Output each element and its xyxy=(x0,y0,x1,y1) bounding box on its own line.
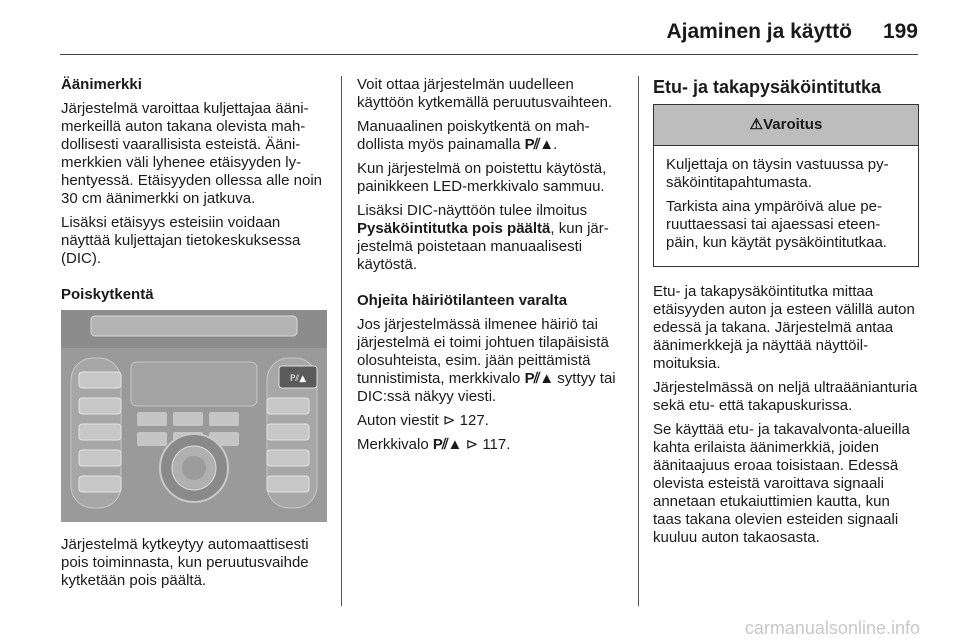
page-number: 199 xyxy=(882,20,918,43)
parking-sensor-icon: P⫽▲ xyxy=(432,436,462,453)
column-divider-1 xyxy=(341,76,342,606)
ref-messages: Auton viestit ⊳ 127. xyxy=(357,412,489,429)
para-measure: Etu- ja takapysäköintitutka mittaa etäisyyden auton ja esteen välillä auton edessä ja takana. Järjestelmä antaa äänimerkkejä ja näyttää näyttöilmoituksia. xyxy=(653,283,915,372)
warning-triangle-icon: ⚠ xyxy=(749,116,764,133)
header-rule xyxy=(60,54,918,55)
para-fault: Jos järjestelmässä ilmenee häiriö tai järjestelmä ei toimi johtuen tilapäisistä olosuhteista, esim. jään peittämistä tunnistimista, merkkivalo P⫽▲ syttyy tai DIC:ssä näkyy viesti. xyxy=(357,316,616,405)
park-button-label: P⫽▲ xyxy=(289,374,307,384)
para-sensors: Järjestelmässä on neljä ultraäänianturia sekä etu- että takapuskurissa. xyxy=(653,379,918,414)
column-1 xyxy=(61,76,327,596)
heading-fault: Ohjeita häiriötilanteen varalta xyxy=(357,292,568,309)
watermark: carmanualsonline.info xyxy=(744,618,920,638)
column-divider-2 xyxy=(638,76,639,606)
column-3 xyxy=(653,76,919,553)
para-led: Kun järjestelmä on poistettu käytöstä, painikkeen LED-merkkivalo sammuu. xyxy=(357,160,607,195)
para-dic: Lisäksi DIC-näyttöön tulee ilmoitus Pysäköintitutka pois päältä, kun järjestelmä poistetaan manuaalisesti käytöstä. xyxy=(357,202,609,273)
console-illustration xyxy=(61,310,327,522)
warning-p2: Tarkista aina ympäröivä alue peruuttaessasi tai ajaessasi eteenpäin, kun käytät pysäköintitutkaa. xyxy=(666,198,887,251)
chapter-title: Ajaminen ja käyttö xyxy=(666,20,852,43)
dic-message: Pysäköintitutka pois päältä xyxy=(357,220,551,237)
parking-sensor-icon: P⫽▲ xyxy=(524,370,554,387)
warning-p1: Kuljettaja on täysin vastuussa pysäköintitapahtumasta. xyxy=(666,156,889,191)
ref-light: Merkkivalo P⫽▲ ⊳ 117. xyxy=(357,436,511,453)
para-frequency: Se käyttää etu- ja takavalvonta-alueilla kahta erilaista äänimerkkiä, joiden äänitaajuus eroaa toisistaan. Edessä olevista esteistä varoittava signaali annetaan etukaiuttimien kautta, kun taas takana olevien esteiden signaali kuuluu auton takaosasta. xyxy=(653,421,910,546)
warning-header: ⚠Varoitus xyxy=(654,105,918,146)
console-photo xyxy=(61,310,327,522)
section-title: Etu- ja takapysäköintitutka xyxy=(653,77,882,97)
warning-body xyxy=(654,146,918,266)
para-auto-off: Järjestelmä kytkeytyy automaattisesti pois toiminnasta, kun peruutusvaihde kytketään pois päältä. xyxy=(61,536,309,589)
heading-sound: Äänimerkki xyxy=(61,76,142,93)
warning-box xyxy=(653,104,919,267)
arrow-ref-icon: ⊳ xyxy=(442,412,456,429)
para-sound: Järjestelmä varoittaa kuljettajaa äänimerkeillä auton takana olevista mahdollisesti vaarallisista esteistä. Äänimerkkien väli lyhenee etäisyyden lyhentyessä. Etäisyyden ollessa alle noin 30 cm äänimerkki on jatkuva. xyxy=(61,100,322,207)
arrow-ref-icon: ⊳ xyxy=(465,436,479,453)
page-header xyxy=(0,0,960,62)
para-manual: Manuaalinen poiskytkentä on mahdollista myös painamalla P⫽▲. xyxy=(357,118,590,153)
heading-off: Poiskytkentä xyxy=(61,286,154,303)
parking-sensor-icon: P⫽▲ xyxy=(524,136,554,153)
para-distance: Lisäksi etäisyys esteisiin voidaan näyttää kuljettajan tietokeskuksessa (DIC). xyxy=(61,214,301,267)
para-reenable: Voit ottaa järjestelmän uudelleen käyttöön kytkemällä peruutusvaihteen. xyxy=(357,76,613,111)
column-2 xyxy=(357,76,625,460)
